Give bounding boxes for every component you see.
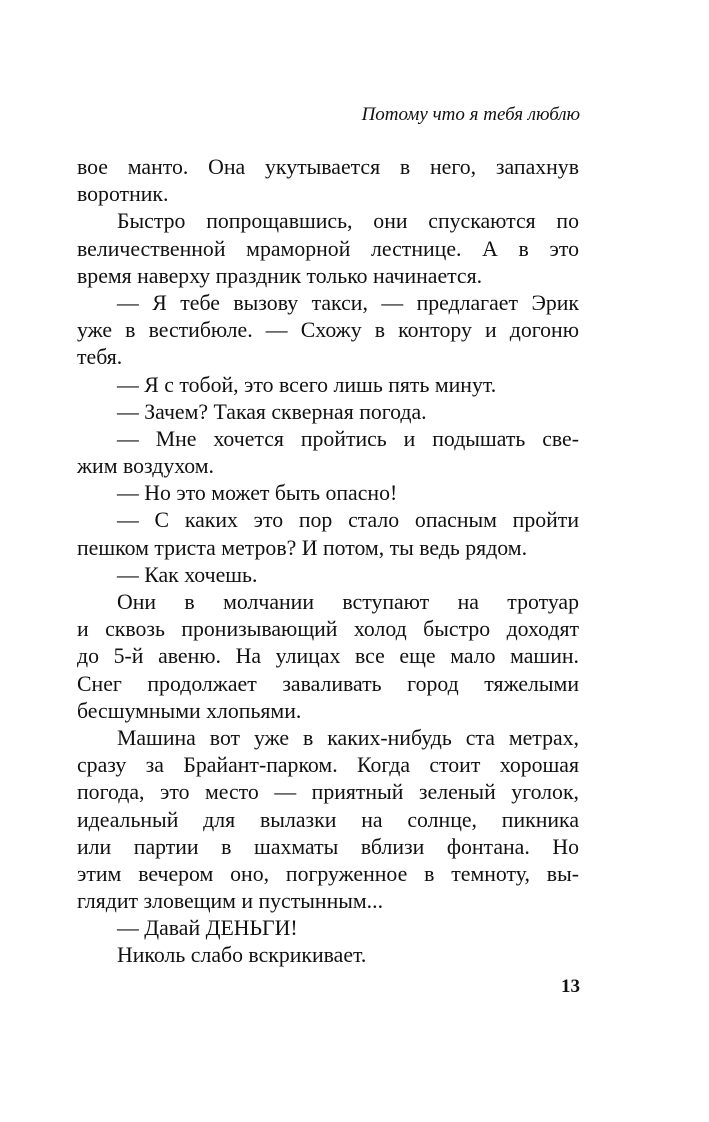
text-line: вое манто. Она укутывается в него, запахнув: [77, 155, 579, 179]
text-line: — Как хочешь.: [117, 562, 258, 587]
text-line: уже в вестибюле. — Схожу в контору и догоню: [77, 318, 579, 343]
body-text: [77, 154, 579, 970]
text-line: Они в молчании вступают на тротуар: [117, 590, 579, 614]
text-line: жим воздухом.: [77, 454, 215, 479]
text-line: — Я тебе вызову такси, — предлагает Эрик: [117, 290, 579, 315]
running-header: Потому что я тебя люблю: [361, 104, 580, 125]
text-line: — Но это может быть опасно!: [117, 481, 398, 506]
text-line: Снег продолжает заваливать город тяжелыми: [77, 671, 579, 696]
text-line: или партии в шахматы вблизи фонтана. Но: [77, 834, 579, 859]
text-line: Николь слабо вскрикивает.: [117, 943, 367, 968]
text-line: — Давай ДЕНЬГИ!: [117, 916, 298, 941]
text-line: погода, это место — приятный зеленый уголок,: [77, 780, 579, 805]
text-line: время наверху праздник только начинается.: [77, 263, 483, 288]
text-line: бесшумными хлопьями.: [77, 698, 302, 723]
text-line: до 5-й авеню. На улицах все еще мало машин.: [77, 644, 579, 669]
text-line: воротник.: [77, 182, 169, 207]
text-line: — Зачем? Такая скверная погода.: [117, 399, 427, 424]
text-line: глядит зловещим и пустынным...: [77, 889, 384, 914]
text-line: величественной мраморной лестнице. А в это: [77, 236, 579, 261]
text-line: идеальный для вылазки на солнце, пикника: [77, 807, 579, 832]
text-line: — Мне хочется пройтись и подышать све-: [117, 426, 579, 451]
text-line: тебя.: [77, 345, 123, 370]
text-line: сразу за Брайант-парком. Когда стоит хорошая: [77, 753, 579, 778]
text-line: — С каких это пор стало опасным пройти: [117, 508, 579, 533]
text-line: Быстро попрощавшись, они спускаются по: [117, 209, 579, 234]
text-line: и сквозь пронизывающий холод быстро доходят: [77, 617, 579, 642]
text-line: — Я с тобой, это всего лишь пять минут.: [117, 372, 497, 397]
text-line: пешком триста метров? И потом, ты ведь рядом.: [77, 535, 528, 560]
page-number: 13: [561, 976, 580, 997]
text-line: Машина вот уже в каких-нибудь ста метрах,: [117, 725, 579, 750]
text-line: этим вечером оно, погруженное в темноту, вы-: [77, 861, 579, 886]
